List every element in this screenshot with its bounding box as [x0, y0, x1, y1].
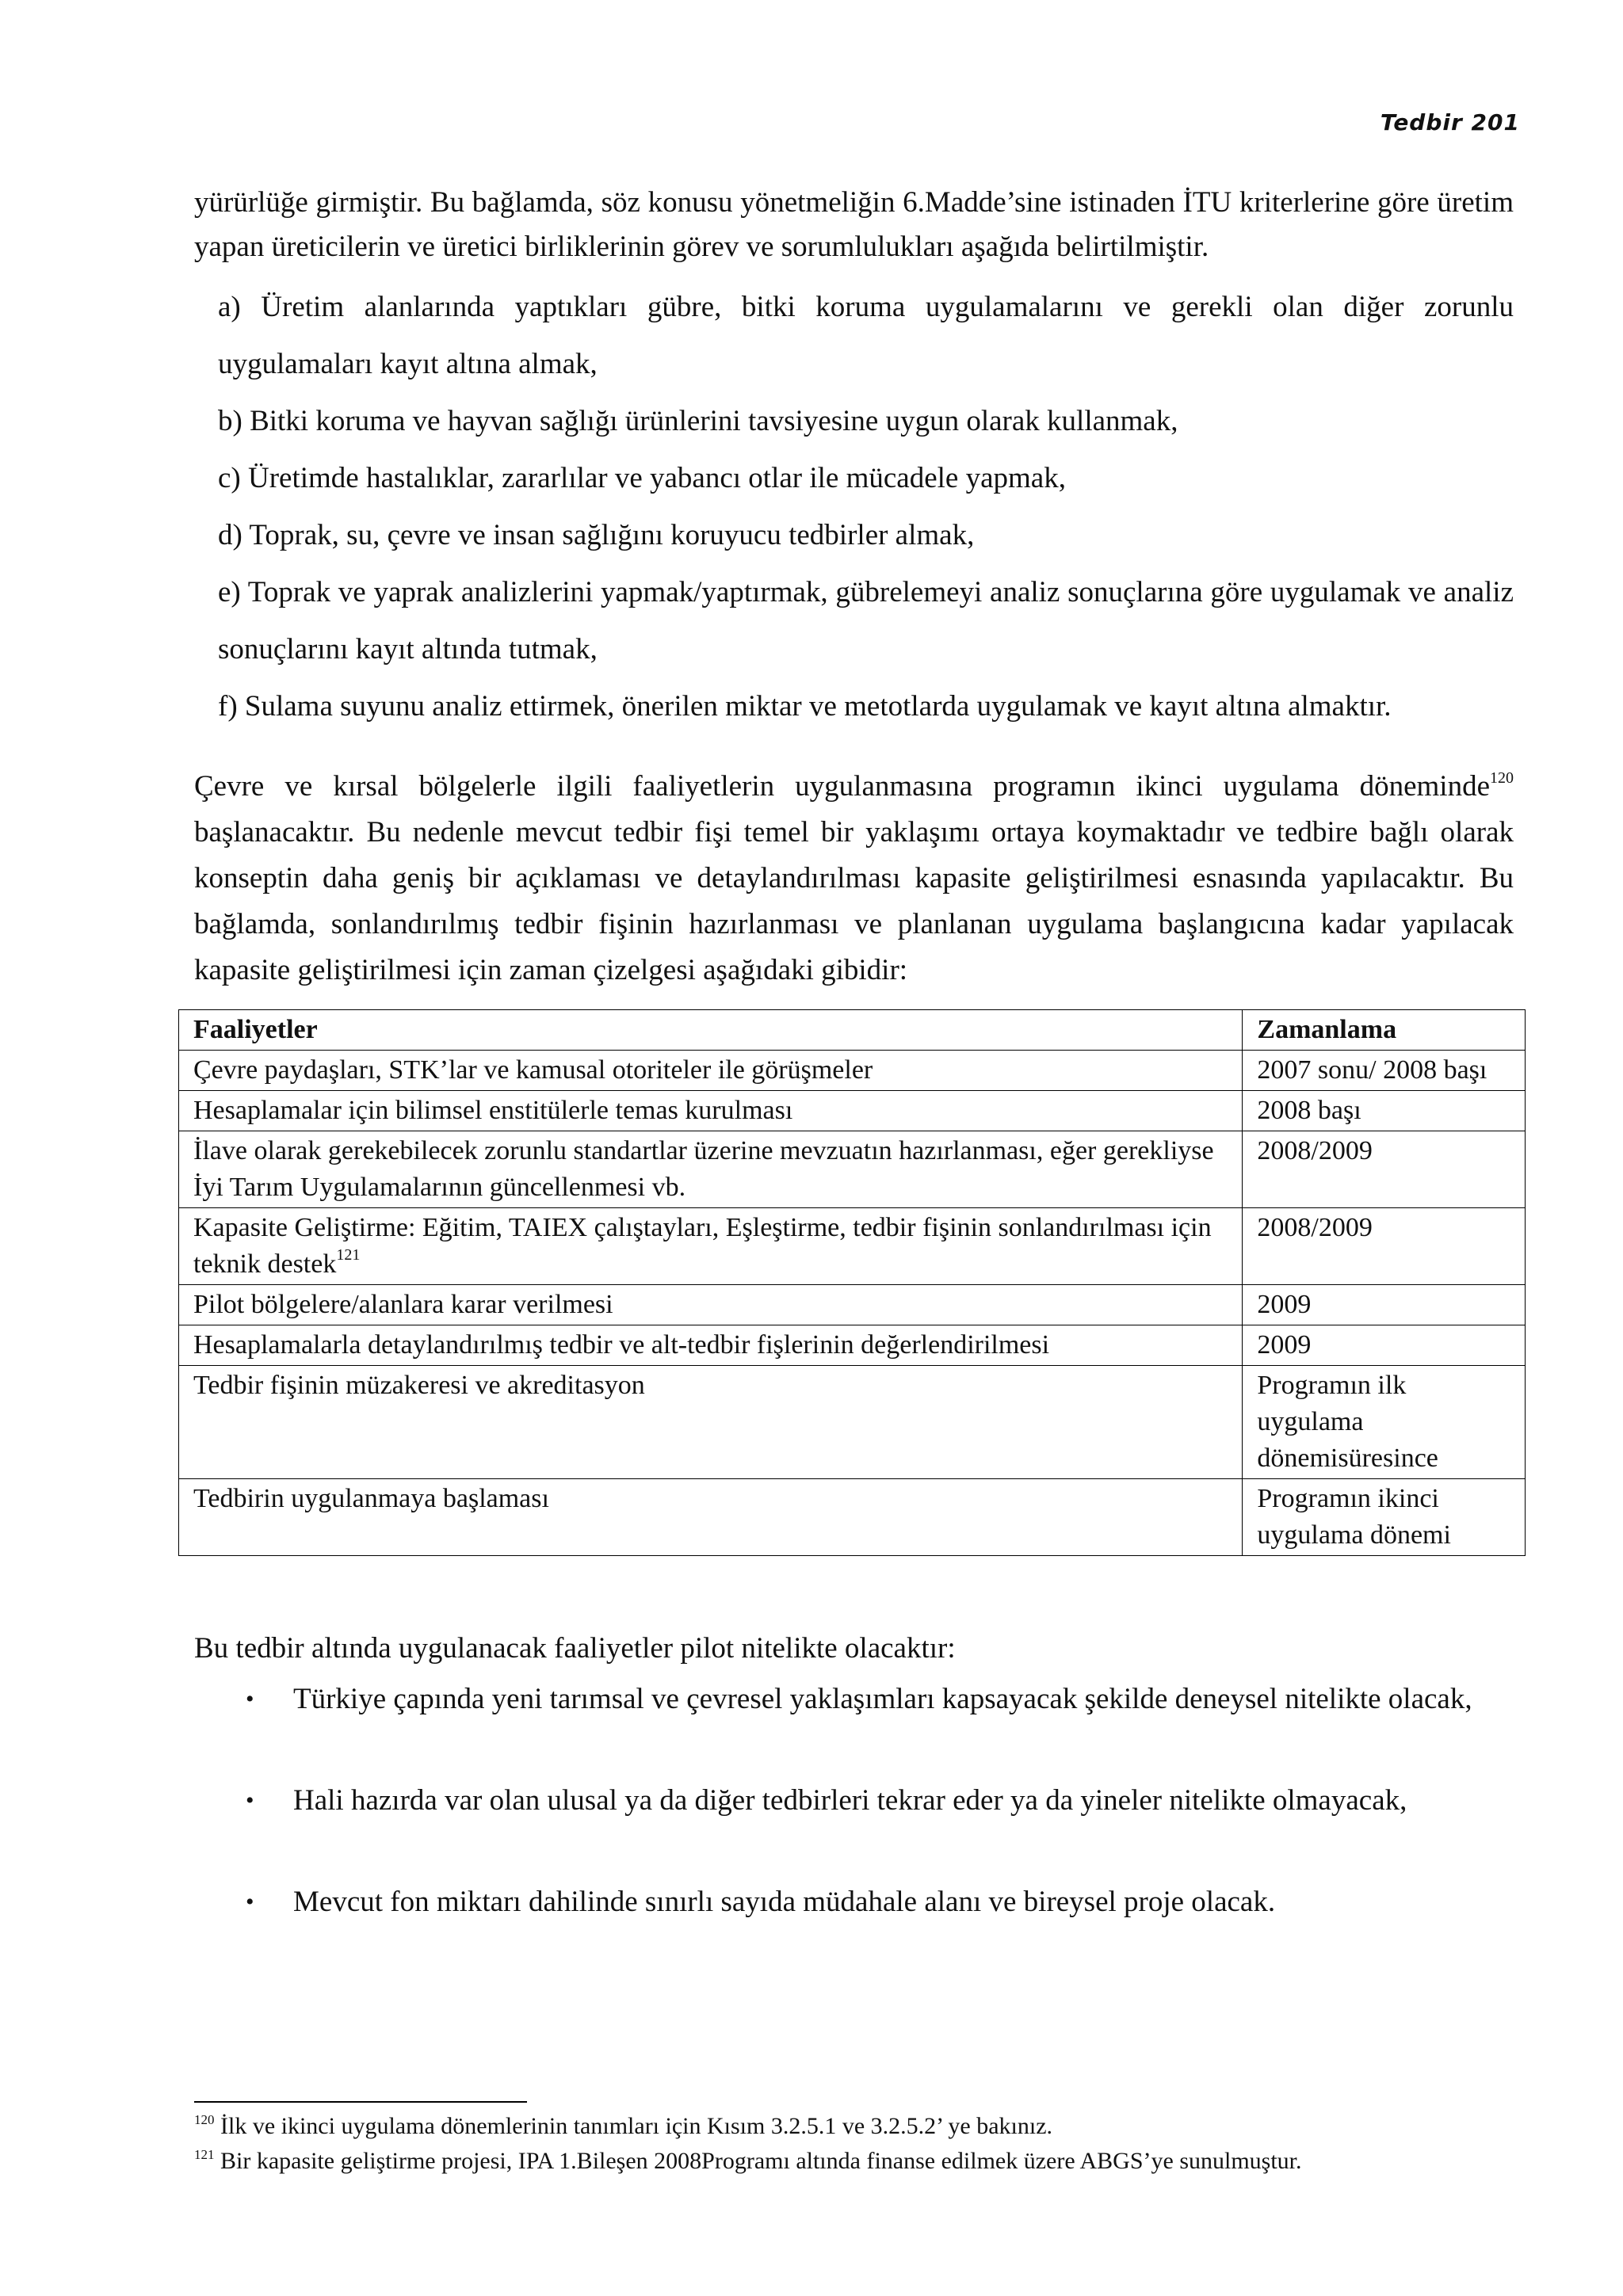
- schedule-table: [178, 1009, 1526, 1556]
- table-row: [179, 1325, 1526, 1366]
- header-activity: Faaliyetler: [179, 1010, 1243, 1051]
- main-content: [194, 181, 1514, 1939]
- footnote-120: [194, 2109, 1541, 2144]
- activity-cell: Çevre paydaşları, STK’lar ve kamusal otoriteler ile görüşmeler: [179, 1051, 1243, 1091]
- table-row: [179, 1131, 1526, 1208]
- table-header-row: [179, 1010, 1526, 1051]
- bullet-text: Hali hazırda var olan ulusal ya da diğer tedbirleri tekrar eder ya da yineler nitelikte olmayacak,: [293, 1784, 1407, 1817]
- footnote-number: 120: [194, 2112, 215, 2127]
- footnote-ref-120[interactable]: 120: [1490, 769, 1514, 787]
- footnote-divider: [194, 2101, 527, 2103]
- bullet-icon: •: [246, 1889, 254, 1915]
- bullet-text: Türkiye çapında yeni tarımsal ve çevresel yaklaşımları kapsayacak şekilde deneysel nitelikte olacak,: [293, 1683, 1472, 1715]
- table-row: [179, 1479, 1526, 1556]
- obligation-item-c: c) Üretimde hastalıklar, zararlılar ve yabancı otlar ile mücadele yapmak,: [218, 462, 1066, 494]
- activity-cell: Hesaplamalar için bilimsel enstitülerle temas kurulması: [179, 1091, 1243, 1131]
- activity-cell: İlave olarak gerekebilecek zorunlu standartlar üzerine mevzuatın hazırlanması, eğer gerekliyse İyi Tarım Uygulamalarının güncellenmesi vb.: [179, 1131, 1243, 1208]
- table-row: [179, 1366, 1526, 1479]
- table-row: [179, 1208, 1526, 1285]
- table-row: [179, 1285, 1526, 1325]
- table-row: [179, 1051, 1526, 1091]
- activity-cell: [179, 1208, 1243, 1285]
- obligation-item-b: b) Bitki koruma ve hayvan sağlığı ürünlerini tavsiyesine uygun olarak kullanmak,: [218, 405, 1178, 437]
- footnote-121: [194, 2144, 1541, 2179]
- list-item: [246, 1778, 1514, 1824]
- bullet-icon: •: [246, 1787, 254, 1814]
- running-header: Tedbir 201: [1380, 109, 1520, 135]
- timing-cell: 2007 sonu/ 2008 başı: [1243, 1051, 1526, 1091]
- bullet-text: Mevcut fon miktarı dahilinde sınırlı sayıda müdahale alanı ve bireysel proje olacak.: [293, 1886, 1276, 1918]
- footnotes: [194, 2109, 1541, 2179]
- pilot-intro: Bu tedbir altında uygulanacak faaliyetler pilot nitelikte olacaktır:: [194, 1632, 956, 1665]
- activity-cell: Tedbir fişinin müzakeresi ve akreditasyon: [179, 1366, 1243, 1479]
- list-item: [246, 1879, 1514, 1925]
- schedule-paragraph-rest: başlanacaktır. Bu nedenle mevcut tedbir fişi temel bir yaklaşımı ortaya koymaktadır ve tedbire bağlı olarak konseptin daha geniş bir açıklaması ve detaylandırılması kapasite geliştirilmesi esnasında yapılacaktır. Bu bağlamda, sonlandırılmış tedbir fişinin hazırlanması ve planlanan uygulama başlangıcına kadar yapılacak kapasite geliştirilmesi için zaman çizelgesi aşağıdaki gibidir:: [194, 816, 1514, 986]
- obligation-item-d: d) Toprak, su, çevre ve insan sağlığını koruyucu tedbirler almak,: [218, 519, 975, 551]
- header-timing: Zamanlama: [1243, 1010, 1526, 1051]
- footnote-text: İlk ve ikinci uygulama dönemlerinin tanımları için Kısım 3.2.5.1 ve 3.2.5.2’ ye bakınız.: [214, 2113, 1053, 2139]
- timing-cell: Programın ikinci uygulama dönemi: [1243, 1479, 1526, 1556]
- pilot-bullet-list: [246, 1676, 1514, 1925]
- timing-cell: 2009: [1243, 1285, 1526, 1325]
- intro-paragraph: yürürlüğe girmiştir. Bu bağlamda, söz konusu yönetmeliğin 6.Madde’sine istinaden İTU kriterlerine göre üretim yapan üreticilerin ve üretici birliklerinin görev ve sorumlulukları aşağıda belirtilmiştir.: [194, 186, 1514, 263]
- bullet-icon: •: [246, 1686, 254, 1712]
- footnote-number: 121: [194, 2147, 215, 2162]
- schedule-paragraph: [194, 764, 1514, 994]
- activity-cell: Hesaplamalarla detaylandırılmış tedbir ve alt-tedbir fişlerinin değerlendirilmesi: [179, 1325, 1243, 1366]
- table-row: [179, 1091, 1526, 1131]
- timing-cell: 2009: [1243, 1325, 1526, 1366]
- footnote-ref-121[interactable]: 121: [336, 1246, 361, 1264]
- obligation-item-a: a) Üretim alanlarında yaptıkları gübre, bitki koruma uygulamalarını ve gerekli olan diğer zorunlu uygulamaları kayıt altına almak,: [218, 291, 1514, 380]
- activity-cell: Pilot bölgelere/alanlara karar verilmesi: [179, 1285, 1243, 1325]
- activity-cell: Tedbirin uygulanmaya başlaması: [179, 1479, 1243, 1556]
- timing-cell: 2008/2009: [1243, 1208, 1526, 1285]
- timing-cell: 2008/2009: [1243, 1131, 1526, 1208]
- timing-cell: Programın ilk uygulama dönemisüresince: [1243, 1366, 1526, 1479]
- schedule-paragraph-start: Çevre ve kırsal bölgelerle ilgili faaliyetlerin uygulanmasına programın ikinci uygulama döneminde: [194, 770, 1490, 803]
- activity-text: Kapasite Geliştirme: Eğitim, TAIEX çalıştayları, Eşleştirme, tedbir fişinin sonlandırılması için teknik destek: [193, 1213, 1212, 1279]
- obligation-item-e: e) Toprak ve yaprak analizlerini yapmak/yaptırmak, gübrelemeyi analiz sonuçlarına göre uygulamak ve analiz sonuçlarını kayıt altında tutmak,: [218, 576, 1514, 666]
- obligation-item-f: f) Sulama suyunu analiz ettirmek, önerilen miktar ve metotlarda uygulamak ve kayıt altına almaktır.: [218, 690, 1392, 723]
- timing-cell: 2008 başı: [1243, 1091, 1526, 1131]
- footnote-text: Bir kapasite geliştirme projesi, IPA 1.Bileşen 2008Programı altında finanse edilmek üzere ABGS’ye sunulmuştur.: [214, 2148, 1302, 2174]
- list-item: [246, 1676, 1514, 1722]
- obligations-list: [194, 279, 1514, 735]
